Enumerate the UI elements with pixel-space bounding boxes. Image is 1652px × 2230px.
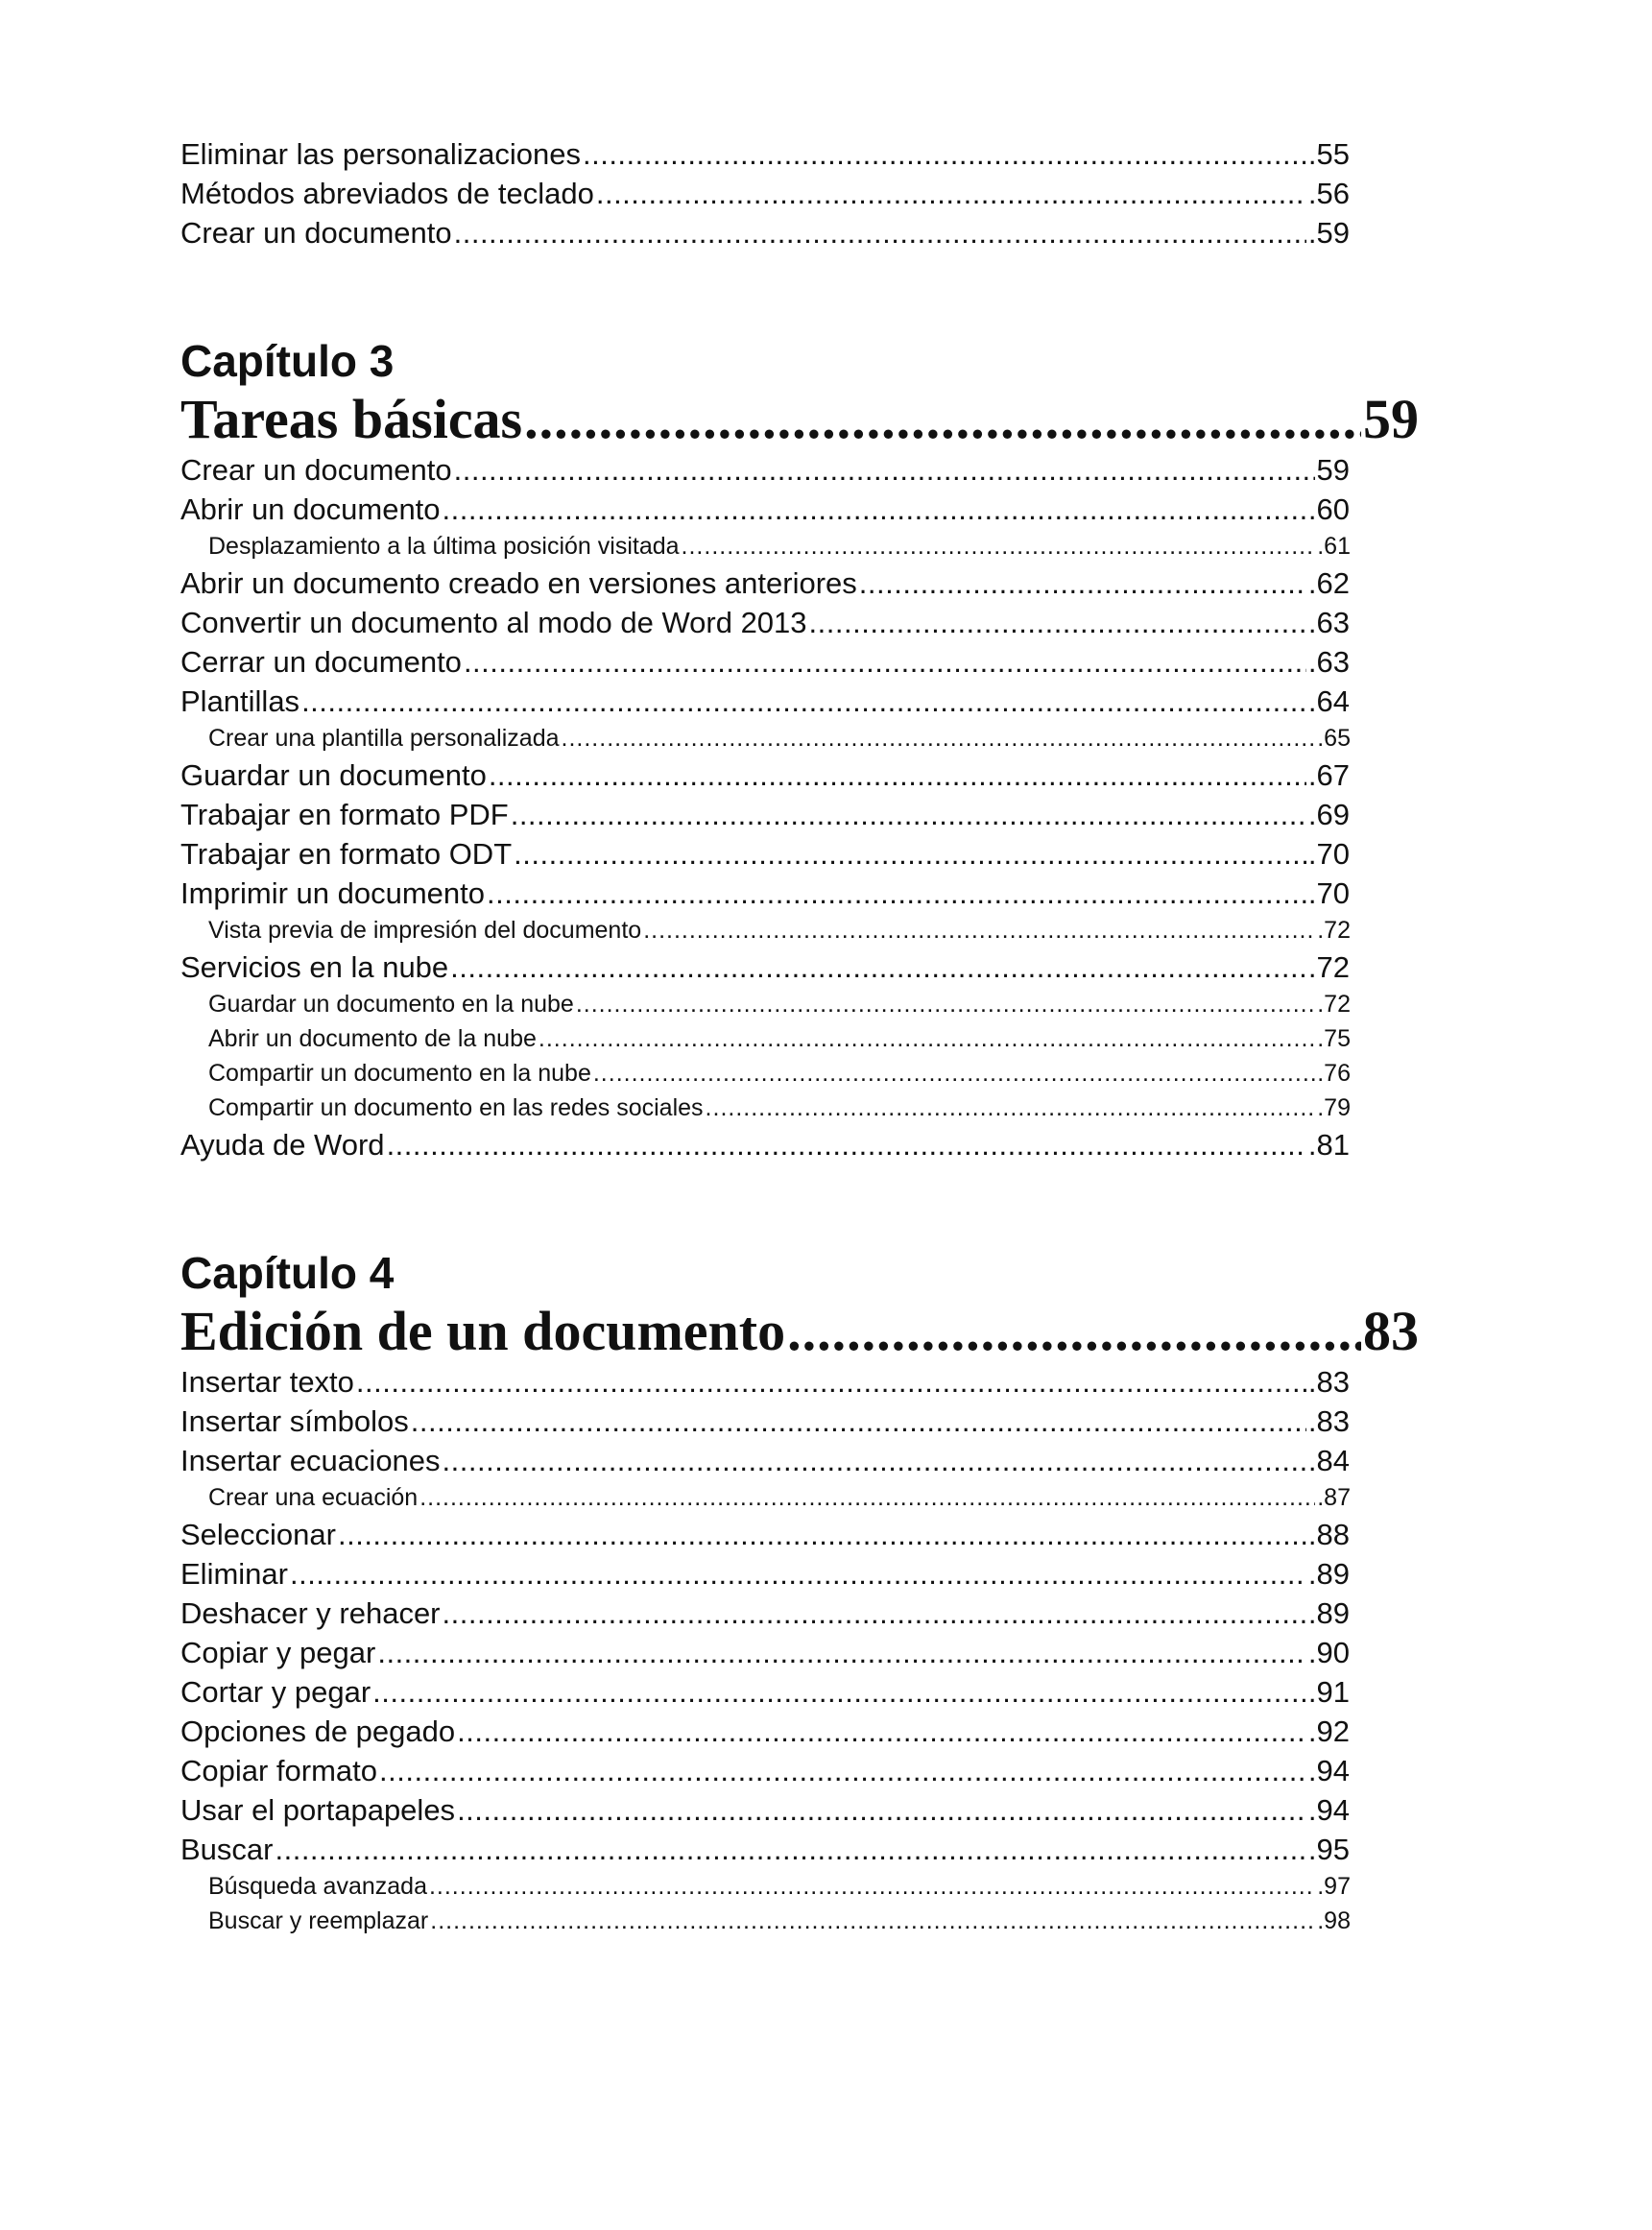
dot-leader (464, 642, 1306, 682)
entry-title: Ayuda de Word (180, 1128, 385, 1162)
dot-leader (524, 389, 1361, 450)
dot-leader (454, 450, 1315, 490)
entry-page: .83 (1307, 1404, 1350, 1438)
dot-leader (787, 1301, 1361, 1362)
entry-page: .72 (1307, 950, 1350, 984)
entry-title: Usar el portapapeles (180, 1793, 456, 1827)
entry-title: Seleccionar (180, 1518, 336, 1551)
entry-page: .72 (1317, 991, 1351, 1018)
toc-entry (180, 682, 1350, 721)
dot-leader (514, 834, 1306, 874)
entry-title: Cerrar un documento (180, 645, 462, 679)
dot-leader (706, 1091, 1316, 1125)
entry-title: Abrir un documento creado en versiones anteriores (180, 566, 857, 600)
entry-page: .65 (1317, 725, 1351, 752)
dot-leader (356, 1362, 1306, 1402)
entry-page: .81 (1307, 1128, 1350, 1162)
chapter-page: 83 (1363, 1301, 1419, 1362)
dot-leader (387, 1125, 1306, 1164)
chapter-title: Tareas básicas (180, 389, 523, 450)
dot-leader (372, 1672, 1306, 1712)
dot-leader (443, 490, 1306, 529)
entry-page: .89 (1307, 1557, 1350, 1591)
toc-entry (180, 563, 1350, 603)
dot-leader (429, 1869, 1315, 1904)
entry-page: .59 (1307, 216, 1350, 250)
entry-title: Insertar ecuaciones (180, 1444, 441, 1477)
dot-leader (539, 1021, 1315, 1056)
dot-leader (489, 755, 1306, 795)
entry-title: Guardar un documento en la nube (208, 991, 574, 1018)
entry-title: Compartir un documento en la nube (208, 1060, 591, 1087)
chapter-title-row (180, 389, 1419, 450)
entry-title: Buscar y reemplazar (208, 1907, 429, 1934)
dot-leader (576, 987, 1315, 1021)
entry-page: .55 (1307, 137, 1350, 171)
dot-leader (643, 913, 1315, 947)
entry-title: Búsqueda avanzada (208, 1873, 427, 1900)
entry-title: Abrir un documento de la nube (208, 1025, 537, 1052)
toc-entry (180, 1672, 1350, 1712)
toc-subentry (208, 1480, 1351, 1515)
dot-leader (430, 1904, 1315, 1938)
entry-title: Copiar formato (180, 1754, 378, 1787)
dot-leader (682, 529, 1316, 563)
dot-leader (411, 1402, 1306, 1441)
toc-entry (180, 1441, 1350, 1480)
entry-page: .70 (1307, 876, 1350, 910)
toc-entry (180, 1633, 1350, 1672)
toc-subentry (208, 1091, 1351, 1125)
dot-leader (454, 213, 1306, 252)
dot-leader (338, 1515, 1306, 1554)
chapter-entries (180, 1362, 1419, 1938)
entry-title: Crear un documento (180, 216, 452, 250)
toc-subentry (208, 1869, 1351, 1904)
dot-leader (419, 1480, 1315, 1515)
toc-entry (180, 1594, 1350, 1633)
entry-page: .60 (1307, 492, 1350, 526)
toc-entry (180, 874, 1350, 913)
dot-leader (275, 1830, 1305, 1869)
toc-entry (180, 603, 1350, 642)
toc-entry (180, 134, 1350, 174)
toc-entry (180, 1362, 1350, 1402)
toc-entry (180, 1830, 1350, 1869)
toc-entry (180, 1751, 1350, 1790)
entry-page: .95 (1307, 1833, 1350, 1866)
entry-page: .56 (1307, 177, 1350, 210)
toc-entry (180, 213, 1350, 252)
entry-title: Crear un documento (180, 453, 452, 487)
chapter-section (180, 333, 1419, 1164)
dot-leader (487, 874, 1306, 913)
toc-entry (180, 642, 1350, 682)
entry-page: .83 (1307, 1365, 1350, 1399)
entry-page: .94 (1307, 1793, 1350, 1827)
entry-page: .70 (1307, 837, 1350, 871)
entry-page: .89 (1307, 1596, 1350, 1630)
dot-leader (593, 1056, 1315, 1091)
entry-title: Crear una ecuación (208, 1484, 419, 1511)
entry-title: Deshacer y rehacer (180, 1596, 441, 1630)
entry-page: .97 (1317, 1873, 1351, 1900)
dot-leader (596, 174, 1306, 213)
entry-title: Compartir un documento en las redes sociales (208, 1094, 704, 1121)
toc-continued-section (180, 134, 1419, 252)
entry-title: Guardar un documento (180, 758, 487, 792)
dot-leader (450, 947, 1306, 987)
toc-entry (180, 834, 1350, 874)
toc-entry (180, 947, 1350, 987)
dot-leader (290, 1554, 1306, 1594)
toc-entry (180, 1125, 1350, 1164)
toc-subentry (208, 1021, 1351, 1056)
chapter-label: Capítulo 4 (180, 1248, 395, 1298)
dot-leader (457, 1790, 1306, 1830)
entry-page: 59 (1316, 453, 1350, 487)
entry-page: .63 (1307, 645, 1350, 679)
entry-title: Eliminar (180, 1557, 288, 1591)
toc-subentry (208, 913, 1351, 947)
toc-entry (180, 450, 1350, 490)
toc-entry (180, 1402, 1350, 1441)
entry-page: .79 (1317, 1094, 1351, 1121)
chapter-title-row (180, 1301, 1419, 1362)
entry-page: .67 (1307, 758, 1350, 792)
entry-page: .94 (1307, 1754, 1350, 1787)
entry-title: Opciones de pegado (180, 1714, 456, 1748)
entry-title: Crear una plantilla personalizada (208, 725, 560, 752)
toc-entry (180, 1554, 1350, 1594)
entry-page: .92 (1307, 1714, 1350, 1748)
entry-page: .63 (1307, 606, 1350, 639)
dot-leader (379, 1751, 1306, 1790)
entry-title: Buscar (180, 1833, 274, 1866)
dot-leader (443, 1441, 1306, 1480)
entry-title: Copiar y pegar (180, 1636, 376, 1669)
toc-entry (180, 490, 1350, 529)
entry-page: .62 (1307, 566, 1350, 600)
entry-page: .75 (1317, 1025, 1351, 1052)
entry-page: .91 (1307, 1675, 1350, 1709)
entry-title: Desplazamiento a la última posición visitada (208, 533, 680, 560)
chapter-section (180, 1245, 1419, 1938)
entry-page: .87 (1317, 1484, 1351, 1511)
toc-entry (180, 1712, 1350, 1751)
entry-page: .72 (1317, 917, 1351, 944)
toc-subentry (208, 721, 1351, 755)
dot-leader (809, 603, 1306, 642)
dot-leader (859, 563, 1306, 603)
dot-leader (443, 1594, 1306, 1633)
dot-leader (511, 795, 1306, 834)
entry-page: .76 (1317, 1060, 1351, 1087)
entry-title: Insertar símbolos (180, 1404, 409, 1438)
entry-title: Métodos abreviados de teclado (180, 177, 594, 210)
entry-page: .61 (1317, 533, 1351, 560)
entry-title: Trabajar en formato PDF (180, 798, 509, 831)
entry-page: .64 (1307, 684, 1350, 718)
entry-title: Convertir un documento al modo de Word 2013 (180, 606, 807, 639)
chapter-entries (180, 450, 1419, 1164)
entry-page: .90 (1307, 1636, 1350, 1669)
toc-subentry (208, 987, 1351, 1021)
dot-leader (562, 721, 1316, 755)
dot-leader (301, 682, 1306, 721)
entry-title: Abrir un documento (180, 492, 441, 526)
dot-leader (583, 134, 1306, 174)
entry-page: .84 (1307, 1444, 1350, 1477)
toc-entry (180, 755, 1350, 795)
dot-leader (457, 1712, 1306, 1751)
toc-subentry (208, 1904, 1351, 1938)
entry-title: Eliminar las personalizaciones (180, 137, 581, 171)
entry-page: .88 (1307, 1518, 1350, 1551)
toc-subentry (208, 1056, 1351, 1091)
chapter-label: Capítulo 3 (180, 336, 395, 386)
entry-page: .69 (1307, 798, 1350, 831)
entry-title: Trabajar en formato ODT (180, 837, 513, 871)
entry-title: Cortar y pegar (180, 1675, 371, 1709)
entry-title: Imprimir un documento (180, 876, 486, 910)
entry-title: Vista previa de impresión del documento (208, 917, 642, 944)
toc-page (180, 134, 1419, 1938)
entry-title: Servicios en la nube (180, 950, 449, 984)
entry-page: .98 (1317, 1907, 1351, 1934)
toc-entry (180, 174, 1350, 213)
entry-title: Plantillas (180, 684, 300, 718)
toc-entry (180, 1515, 1350, 1554)
chapter-title: Edición de un documento (180, 1301, 786, 1362)
toc-entry (180, 795, 1350, 834)
toc-entry (180, 1790, 1350, 1830)
dot-leader (377, 1633, 1306, 1672)
chapter-page: 59 (1363, 389, 1419, 450)
toc-subentry (208, 529, 1351, 563)
entry-title: Insertar texto (180, 1365, 354, 1399)
